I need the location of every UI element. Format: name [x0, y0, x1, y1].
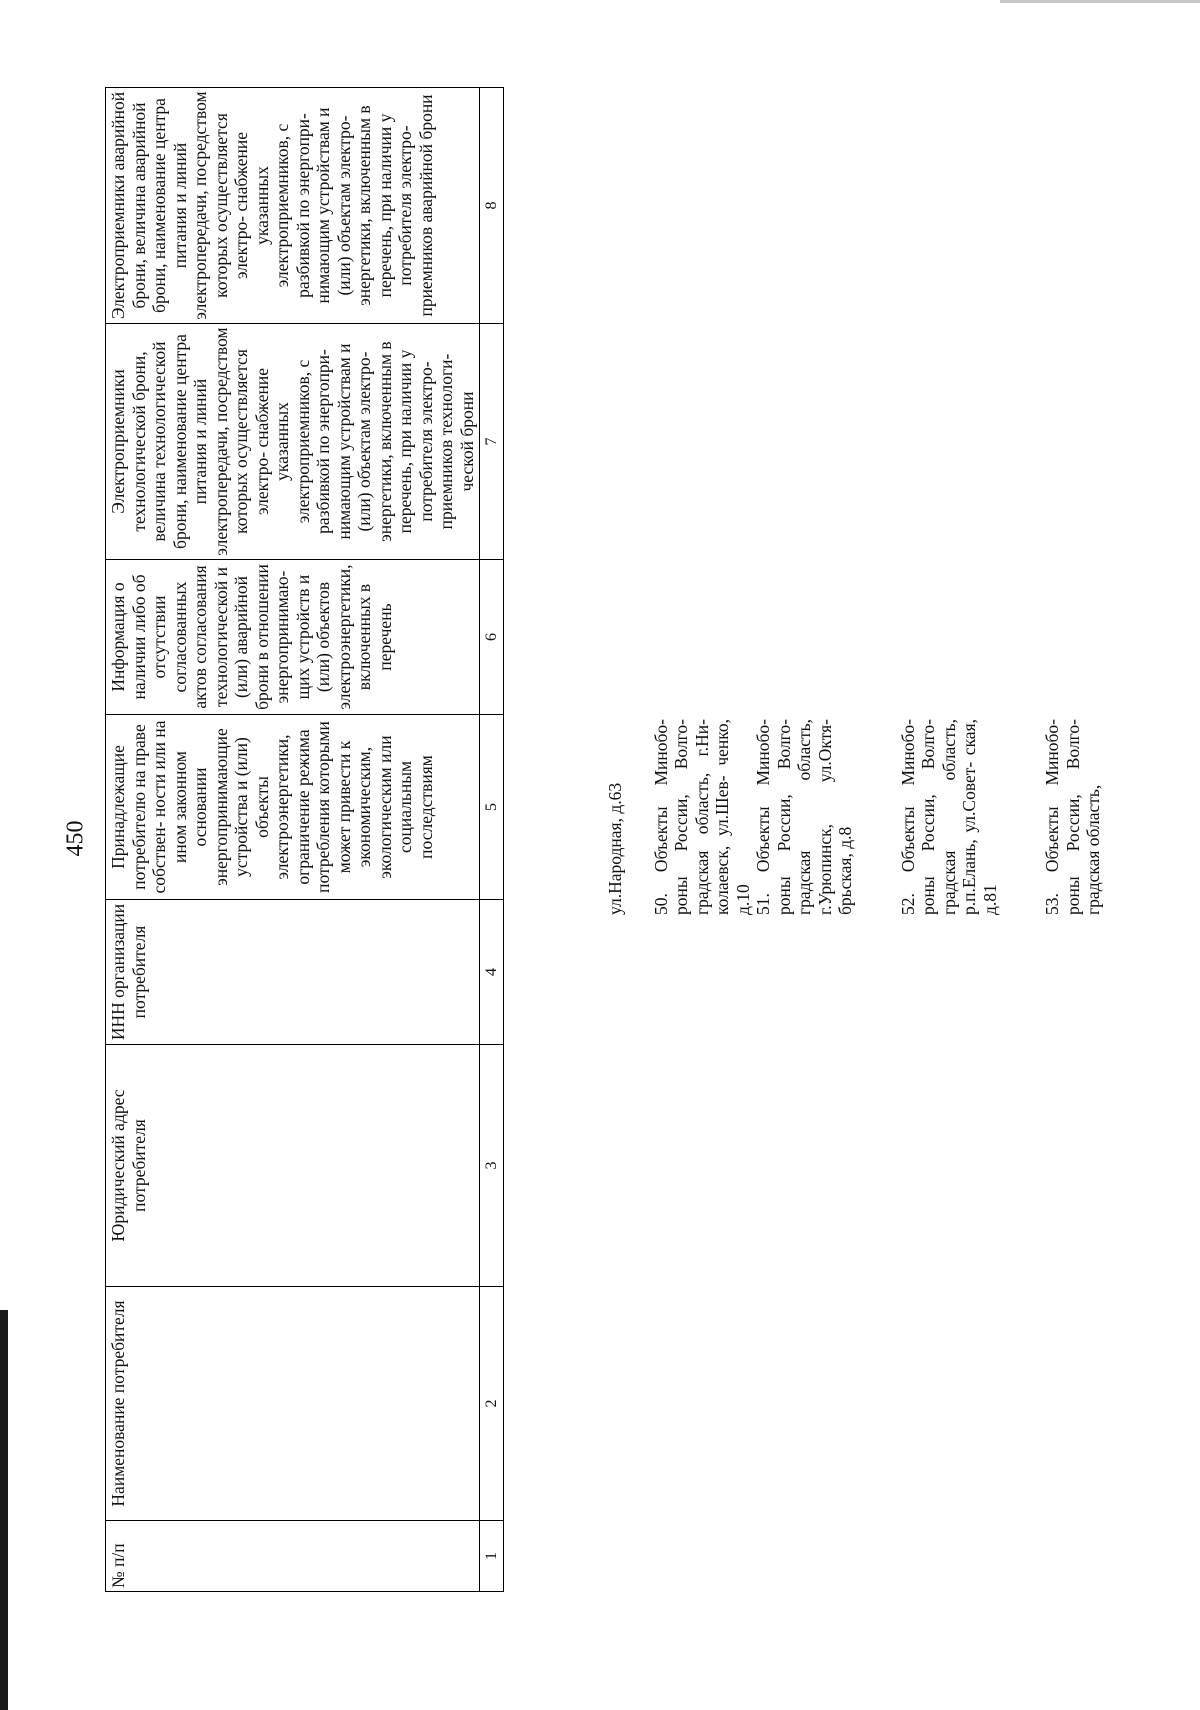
list-item: 53. Объекты Минобо- роны России, Волго- градская область,	[1042, 719, 1103, 915]
list-item: 51. Объекты Минобо- роны России, Волго- градская область, г.Урюпинск, ул.Октя- брьская, д.8	[753, 719, 855, 915]
header-cell-devices: Принадлежащие потребителю на праве собствен- ности или на ином законном основании энергопринимающие устройства и (или) объекты электроэнергетики, ограничение режима потребления которыми может привести к экономическим, экологическим или социальным последствиям	[106, 715, 480, 900]
page-number: 450	[62, 820, 89, 857]
header-cell-legal-address: Юридический адрес потребителя	[106, 1045, 480, 1287]
header-cell-technological-reserve: Электроприемники технологической брони, величина технологической брони, наименование центра питания и линий электропередачи, посредством которых осуществляется электро- снабжение указанных электроприемников, с разбивкой по энергопри- нимающим устройствам и (или) объектам электро- энергетики, включенным в перечень, при наличии у потребителя электро- приемников технологи- ческой брони	[106, 324, 480, 560]
header-cell-consumer-name: Наименование потребителя	[106, 1287, 480, 1521]
column-number: 7	[480, 324, 504, 560]
column-number: 2	[480, 1287, 504, 1521]
column-number-row	[480, 88, 504, 1592]
column-number: 4	[480, 900, 504, 1045]
header-cell-number: № п/п	[106, 1521, 480, 1592]
column-number: 3	[480, 1045, 504, 1287]
consumer-entries-list	[605, 719, 1104, 915]
column-number: 8	[480, 88, 504, 324]
entry-continuation: ул.Народная, д.63	[605, 782, 625, 915]
list-item: 50. Объекты Минобо- роны России, Волго- градская область, г.Ни- колаевск, ул.Шев- ченко, д.10	[650, 719, 753, 915]
consumer-table	[105, 87, 504, 1592]
column-number: 6	[480, 560, 504, 715]
header-cell-emergency-reserve: Электроприемники аварийной брони, величина аварийной брони, наименование центра питания и линий электропередачи, посредством которых осуществляется электро- снабжение указанных электроприемников, с разбивкой по энергопри- нимающим устройствам и (или) объектам электро- энергетики, включенным в перечень, при наличии у потребителя электро- приемников аварийной брони	[106, 88, 480, 324]
column-number: 5	[480, 715, 504, 900]
header-cell-inn: ИНН организации потребителя	[106, 900, 480, 1045]
column-number: 1	[480, 1521, 504, 1592]
table-header-row	[106, 88, 480, 1592]
list-item: 52. Объекты Минобо- роны России, Волго- градская область, р.п.Елань, ул.Совет- ская, д.81	[897, 719, 1000, 915]
header-cell-acts-info: Информация о наличии либо об отсутствии согласованных актов согласования технологической и (или) аварийной брони в отношении энергопринимаю- щих устройств и (или) объектов электроэнергетики, включенных в перечень	[106, 560, 480, 715]
